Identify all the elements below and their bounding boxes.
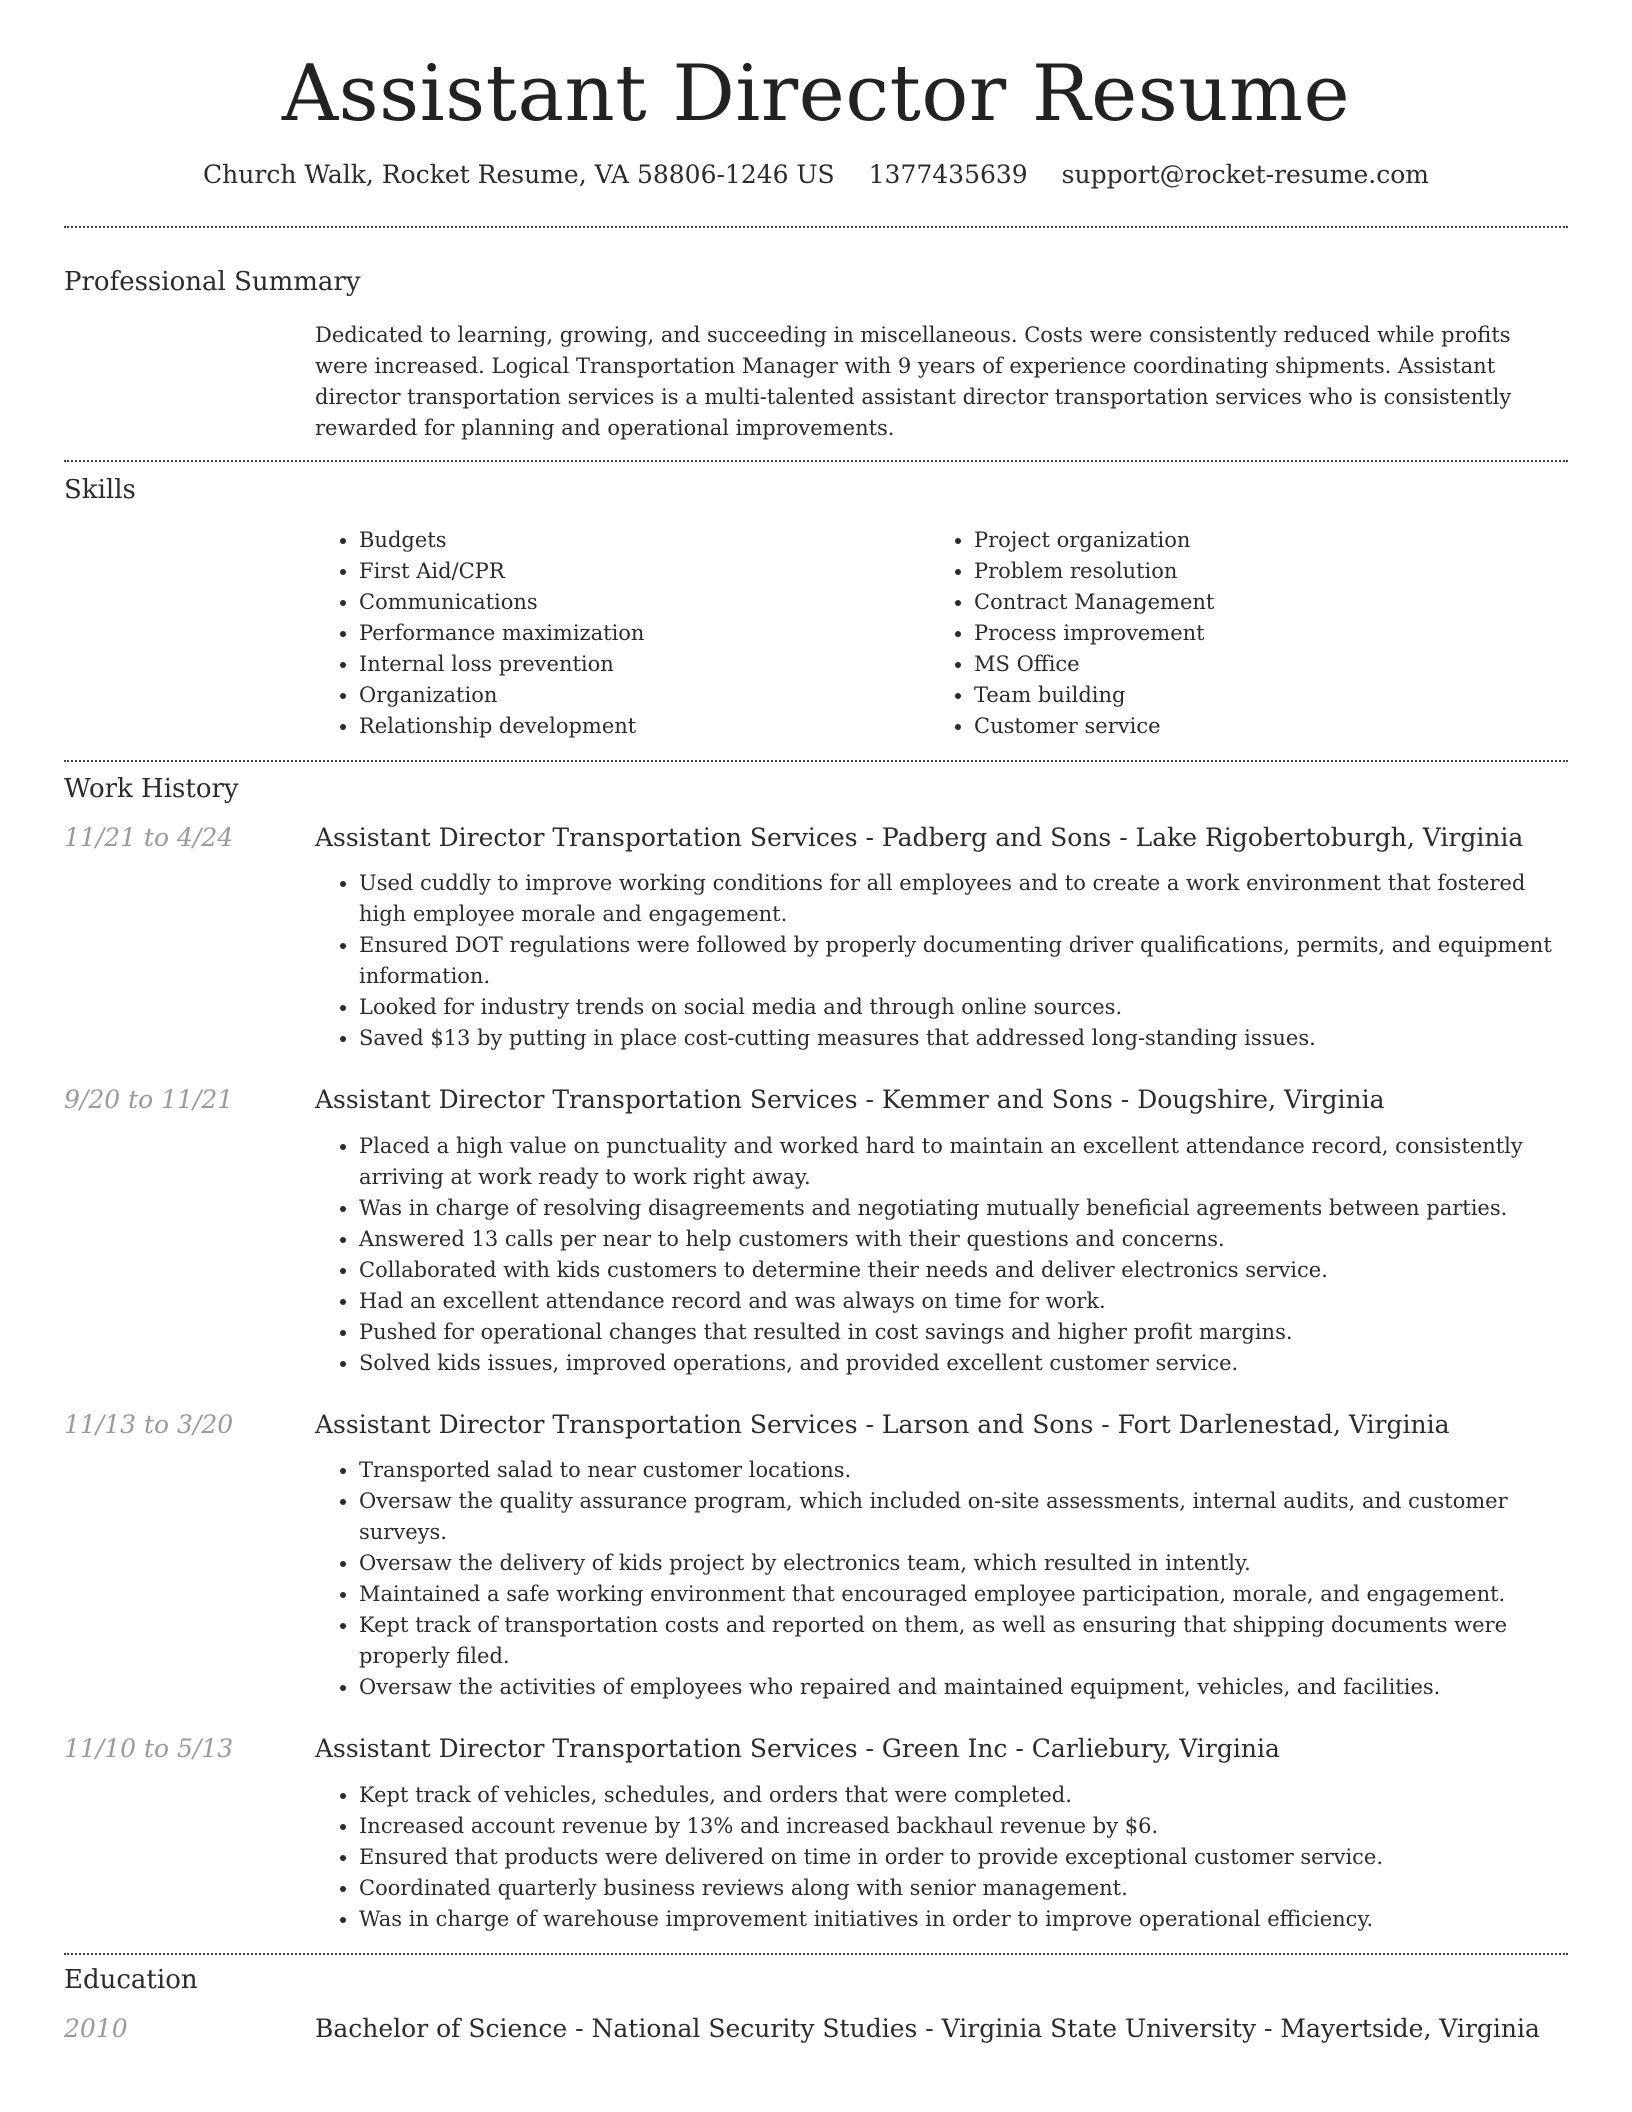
skill-item: • First Aid/CPR [359,556,930,587]
job-bullet: • Oversaw the quality assurance program, which included on-site assessments, internal audits, and customer surveys. [359,1486,1568,1548]
job-bullet: • Pushed for operational changes that resulted in cost savings and higher profit margins. [359,1317,1568,1348]
job-bullet: • Placed a high value on punctuality and worked hard to maintain an excellent attendance record, consistently arriving at work ready to work right away. [359,1131,1568,1193]
job-bullet: • Maintained a safe working environment that encouraged employee participation, morale, and engagement. [359,1579,1568,1610]
skill-item: • Budgets [359,525,930,556]
email: support@rocket-resume.com [1061,160,1429,190]
job-bullet: • Collaborated with kids customers to determine their needs and deliver electronics service. [359,1255,1568,1286]
skill-item: • Process improvement [974,618,1545,649]
job-bullet: • Answered 13 calls per near to help customers with their questions and concerns. [359,1224,1568,1255]
job-bullet: • Saved $13 by putting in place cost-cutting measures that addressed long-standing issues. [359,1023,1568,1054]
contact-line [64,160,1568,190]
education-date: 2010 [64,2013,128,2043]
work-history-section [64,774,1568,1935]
divider [64,460,1568,462]
job-date: 9/20 to 11/21 [64,1085,234,1115]
job-entry [64,1084,1568,1379]
resume-title: Assistant Director Resume [281,49,1351,139]
divider [64,760,1568,762]
divider [64,226,1568,228]
job-bullet: • Looked for industry trends on social media and through online sources. [359,992,1568,1023]
job-bullet: • Ensured that products were delivered on time in order to provide exceptional customer service. [359,1842,1568,1873]
skill-item: • Customer service [974,711,1545,742]
skills-list-left [315,525,930,742]
skill-item: • Relationship development [359,711,930,742]
summary-text: Dedicated to learning, growing, and succeeding in miscellaneous. Costs were consistently reduced while profits were increased. Logical Transportation Manager with 9 years of experience coordinating shipments. Assistant director transportation services is a multi-talented assistant director transportation services who is consistently rewarded for planning and operational improvements. [315,323,1512,441]
job-date: 11/10 to 5/13 [64,1734,234,1764]
job-bullet: • Coordinated quarterly business reviews along with senior management. [359,1873,1568,1904]
education-degree: Bachelor of Science - National Security Studies - Virginia State University - Mayertside, Virginia [315,2013,1540,2043]
job-title: Assistant Director Transportation Services - Larson and Sons - Fort Darlenestad, Virginia [315,1409,1450,1439]
section-title-work: Work History [64,773,239,804]
address: Church Walk, Rocket Resume, VA 58806-1246 US [203,160,835,190]
skills-list-right [930,525,1545,742]
divider [64,1953,1568,1955]
skill-item: • Performance maximization [359,618,930,649]
section-title-education: Education [64,1964,198,1995]
skill-item: • Team building [974,680,1545,711]
job-bullet: • Had an excellent attendance record and was always on time for work. [359,1286,1568,1317]
skill-item: • Organization [359,680,930,711]
job-title: Assistant Director Transportation Services - Padberg and Sons - Lake Rigobertoburgh, Virginia [315,822,1524,852]
job-date: 11/21 to 4/24 [64,822,234,852]
education-entry [64,2013,1568,2046]
skills-section [64,475,1568,741]
job-bullet: • Was in charge of warehouse improvement initiatives in order to improve operational efficiency. [359,1904,1568,1935]
job-title: Assistant Director Transportation Services - Green Inc - Carliebury, Virginia [315,1734,1280,1764]
job-bullet: • Ensured DOT regulations were followed by properly documenting driver qualifications, permits, and equipment information. [359,930,1568,992]
skill-item: • Contract Management [974,587,1545,618]
job-bullet: • Transported salad to near customer locations. [359,1455,1568,1486]
education-section [64,1965,1568,2046]
job-bullet: • Kept track of transportation costs and reported on them, as well as ensuring that shipping documents were properly filed. [359,1610,1568,1672]
section-title-skills: Skills [64,475,136,506]
section-title-summary: Professional Summary [64,267,361,298]
job-bullet: • Increased account revenue by 13% and increased backhaul revenue by $6. [359,1811,1568,1842]
job-bullet: • Was in charge of resolving disagreements and negotiating mutually beneficial agreements between parties. [359,1193,1568,1224]
job-entry [64,1409,1568,1704]
skill-item: • Communications [359,587,930,618]
job-bullet: • Oversaw the activities of employees who repaired and maintained equipment, vehicles, and facilities. [359,1672,1568,1703]
phone: 1377435639 [868,160,1028,190]
job-date: 11/13 to 3/20 [64,1409,234,1439]
skill-item: • Project organization [974,525,1545,556]
job-title: Assistant Director Transportation Services - Kemmer and Sons - Dougshire, Virginia [315,1085,1385,1115]
skill-item: • Internal loss prevention [359,649,930,680]
summary-section [64,267,1568,444]
job-bullet: • Oversaw the delivery of kids project by electronics team, which resulted in intently. [359,1548,1568,1579]
job-bullet: • Kept track of vehicles, schedules, and orders that were completed. [359,1780,1568,1811]
job-entry [64,1733,1568,1935]
job-bullet: • Solved kids issues, improved operations, and provided excellent customer service. [359,1348,1568,1379]
skill-item: • MS Office [974,649,1545,680]
job-entry [64,822,1568,1055]
skill-item: • Problem resolution [974,556,1545,587]
job-bullet: • Used cuddly to improve working conditions for all employees and to create a work environment that fostered high employee morale and engagement. [359,868,1568,930]
